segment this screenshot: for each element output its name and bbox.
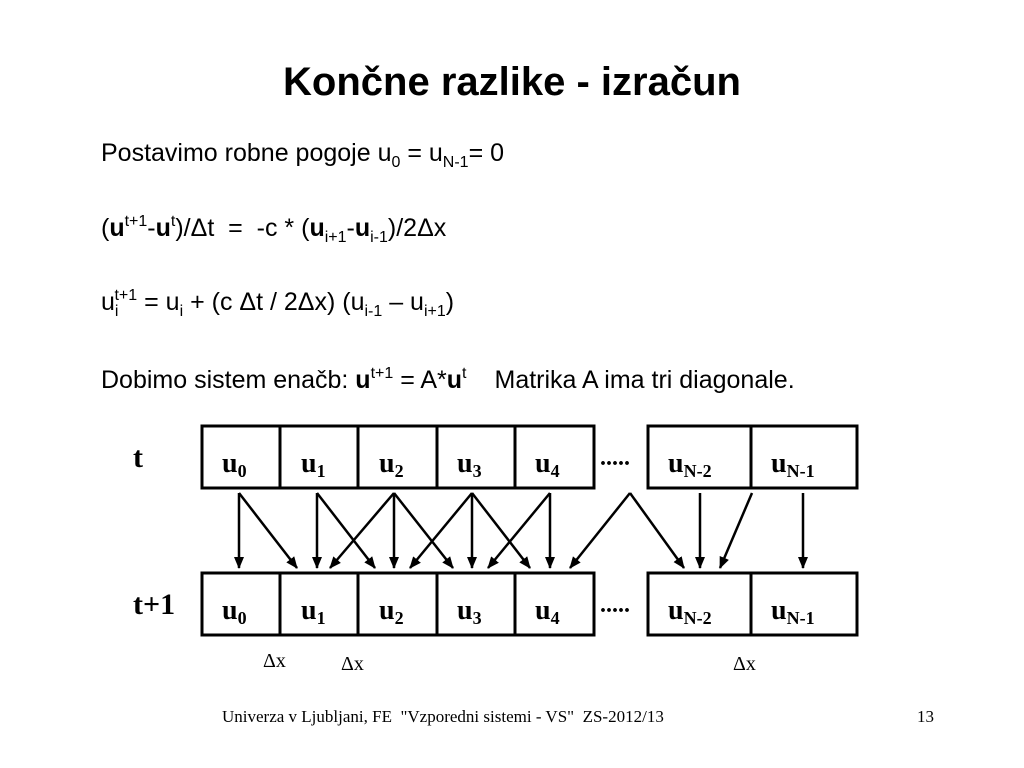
boundary-sub-n1: N-1 — [442, 154, 469, 171]
eq4-sup2: t — [462, 365, 467, 382]
eq3-sub4: i+1 — [423, 303, 446, 320]
eq4-text: Dobimo sistem enačb: — [101, 366, 356, 394]
arrow-u0-u1 — [239, 493, 297, 568]
eq2-sup1: t+1 — [124, 213, 148, 230]
eq4-sup1: t+1 — [370, 365, 394, 382]
arrow-u1-u2 — [317, 493, 375, 568]
matrix-note: Matrika A ima tri diagonale. — [494, 366, 795, 394]
eq2-u1: u — [109, 214, 125, 242]
bottom-cell-un1: uN-1 — [771, 595, 815, 628]
eq2-open: ( — [101, 214, 110, 242]
top-cell-un1: uN-1 — [771, 448, 815, 481]
top-cell-u0: u0 — [222, 448, 247, 481]
eq2-end: )/2Δx — [387, 214, 447, 242]
boundary-end: = 0 — [468, 139, 505, 167]
row-label-t: t — [133, 441, 143, 474]
eq3-u: u — [101, 288, 115, 316]
eq4-mid: = A* — [393, 366, 447, 394]
bottom-cell-u3: u3 — [457, 595, 482, 628]
dx-label-3: Δx — [733, 653, 756, 675]
eq2-dash2: - — [346, 214, 355, 242]
eq4-u1: u — [355, 366, 371, 394]
footer-text: Univerza v Ljubljani, FE "Vzporedni sistemi - VS" ZS-2012/13 — [222, 707, 664, 726]
arrow-u3-u2 — [410, 493, 472, 568]
eq3-sub1: i — [114, 303, 119, 320]
eq2-u2: u — [155, 214, 171, 242]
top-cell-u3: u3 — [457, 448, 482, 481]
ellipsis-bottom: ..... — [600, 592, 630, 618]
bottom-cell-u0: u0 — [222, 595, 247, 628]
top-cell-u1: u1 — [301, 448, 326, 481]
bottom-cell-un2: uN-2 — [668, 595, 712, 628]
eq3-mid2: + (c Δt / 2Δx) (u — [183, 288, 365, 316]
eq3-mid1: = u — [137, 288, 180, 316]
bottom-cell-u1: u1 — [301, 595, 326, 628]
boundary-mid: = u — [400, 139, 443, 167]
arrow-u4-u3 — [488, 493, 550, 568]
eq2-sub4: i-1 — [370, 229, 388, 246]
arrow-dots-un2 — [630, 493, 684, 568]
slide-title: Končne razlike - izračun — [283, 60, 741, 104]
boundary-text: Postavimo robne pogoje u — [101, 139, 392, 167]
eq4-u2: u — [446, 366, 463, 394]
dx-label-1: Δx — [263, 650, 286, 672]
eq2-mid: )/Δt = -c * ( — [175, 214, 310, 242]
top-cell-un2: uN-2 — [668, 448, 712, 481]
arrow-u2-u1 — [330, 493, 394, 568]
bottom-cell-u2: u2 — [379, 595, 404, 628]
page-number: 13 — [917, 707, 934, 726]
eq2-sub3: i+1 — [324, 229, 347, 246]
eq3-end: ) — [445, 288, 455, 316]
eq3-sub2: i — [179, 303, 184, 320]
arrow-u3-u4 — [472, 493, 530, 568]
eq3-sup1: t+1 — [114, 287, 138, 304]
top-cell-u2: u2 — [379, 448, 404, 481]
arrow-un1-un2 — [720, 493, 752, 568]
bottom-cell-u4: u4 — [535, 595, 560, 628]
arrow-dots-u4 — [570, 493, 630, 568]
dependency-arrows — [239, 493, 803, 568]
eq2-sup2: t — [170, 213, 176, 230]
eq2-dash: - — [147, 214, 156, 242]
eq2-u3: u — [309, 214, 325, 242]
arrow-u2-u3 — [394, 493, 453, 568]
eq3-sub3: i-1 — [364, 303, 383, 320]
row-label-t1: t+1 — [133, 588, 176, 621]
dx-label-2: Δx — [341, 653, 364, 675]
top-cell-u4: u4 — [535, 448, 560, 481]
eq3-mid3: – u — [382, 288, 424, 316]
eq2-u4: u — [354, 214, 371, 242]
ellipsis-top: ..... — [600, 445, 630, 471]
boundary-sub-0: 0 — [391, 154, 401, 171]
